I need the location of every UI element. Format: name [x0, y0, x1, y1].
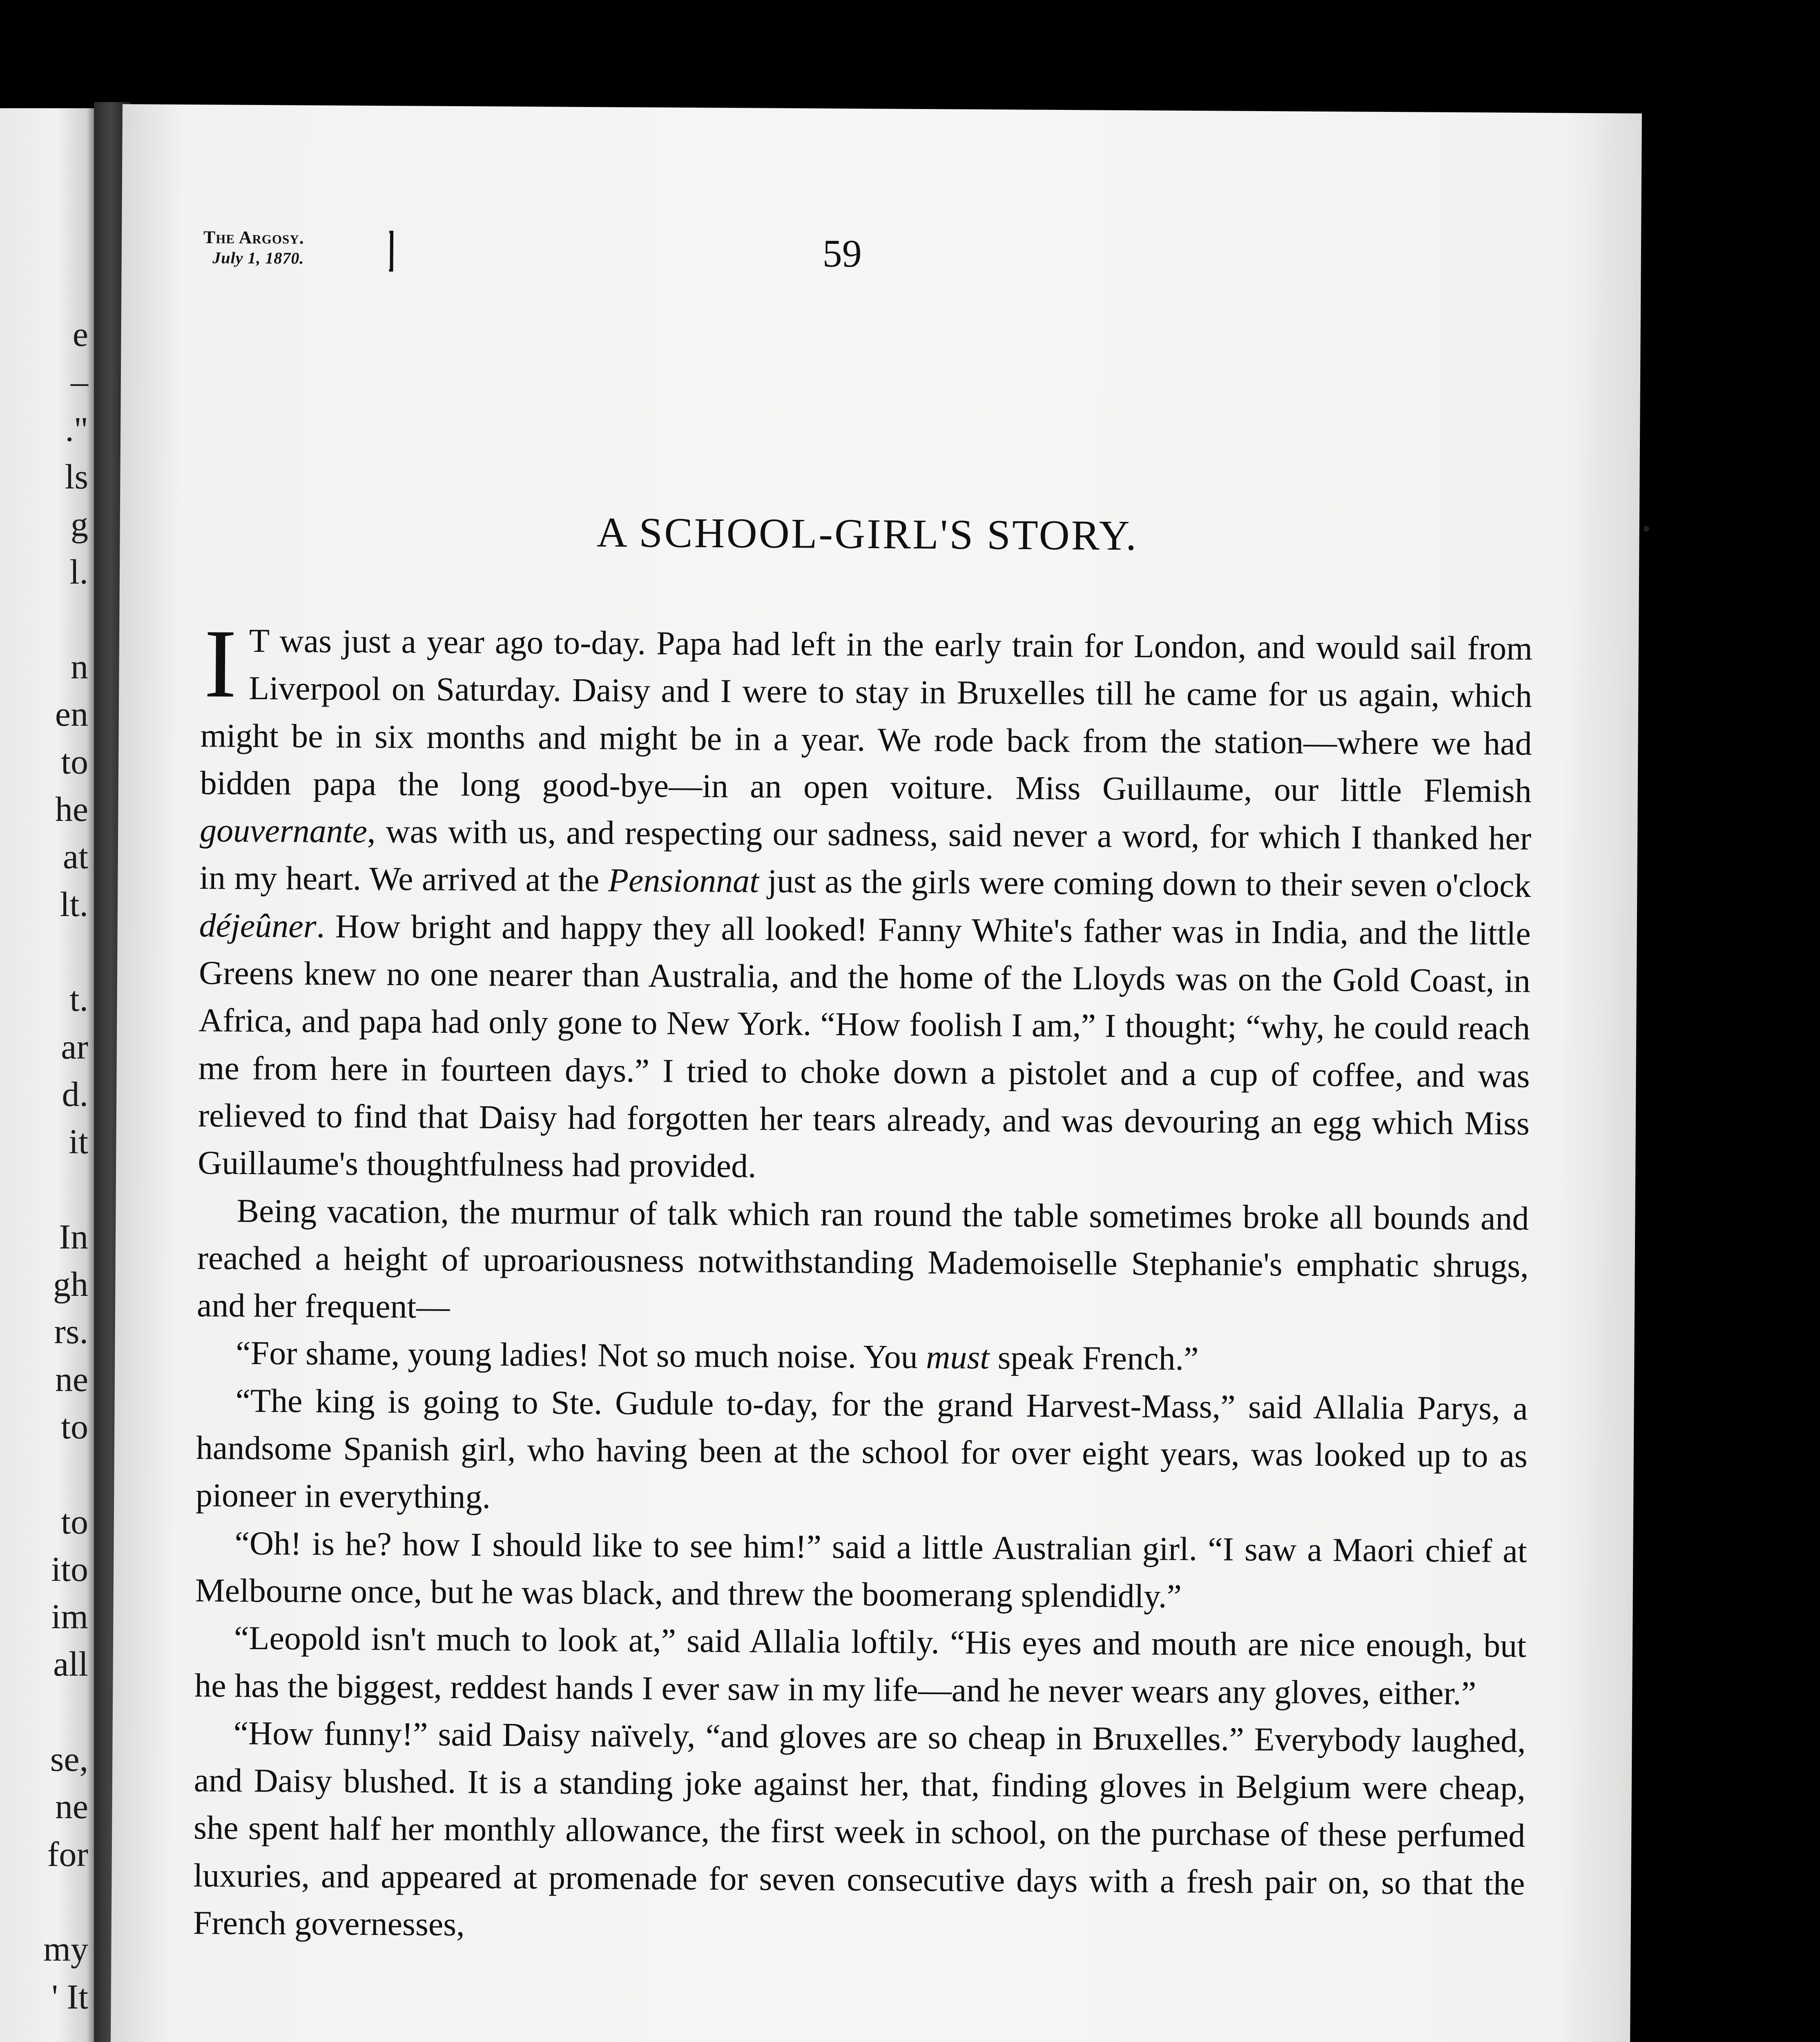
previous-page-text-fragment: all: [53, 1644, 88, 1684]
story-paragraph: Being vacation, the murmur of talk which ran round the table sometimes broke all bounds and reached a height of uproariousness notwithstanding Mademoiselle Stephanie's emphatic shrugs, and her frequent—: [196, 1192, 1529, 1326]
previous-page-text-fragment: se,: [50, 1739, 88, 1779]
previous-page-text-fragment: rs.: [54, 1312, 88, 1351]
running-head: [203, 227, 1535, 296]
story-paragraph: “Oh! is he? how I should like to see him!” said a little Australian girl. “I saw a Maori chief at Melbourne once, but he was black, and threw the boomerang splendidly.”: [195, 1524, 1527, 1615]
previous-page-text-fragment: In: [59, 1217, 88, 1256]
story-title: A SCHOOL-GIRL'S STORY.: [596, 509, 1138, 560]
previous-page-edge: [0, 108, 94, 2042]
previous-page-text-fragment: d.: [62, 1074, 88, 1114]
previous-page-text-fragment: gh: [53, 1264, 88, 1304]
journal-name-block: [203, 227, 304, 269]
previous-page-text-fragment: he: [55, 789, 88, 829]
previous-page-text-fragment: –: [71, 362, 88, 401]
previous-page-text-fragment: ar: [61, 1027, 88, 1066]
story-paragraph: “How funny!” said Daisy naïvely, “and gloves are so cheap in Bruxelles.” Everybody laughed, and Daisy blushed. It is a standing joke against her, that, finding gloves in Belgium were cheap, she spent half her monthly allowance, the first week in school, on the purchase of these perfumed luxuries, and appeared at promenade for seven consecutive days with a fresh pair on, so that the French governesses,: [193, 1714, 1526, 1943]
previous-page-text-fragment: .": [65, 409, 88, 449]
story-body: [193, 609, 1533, 1955]
previous-page-text-fragment: t.: [69, 979, 88, 1019]
previous-page-text-fragment: ' It: [51, 1977, 88, 2016]
previous-page-text-fragment: n: [71, 647, 88, 687]
book-page: [107, 104, 1642, 2042]
drop-cap: I: [203, 609, 237, 718]
print-speck: [1644, 526, 1649, 532]
previous-page-text-fragment: to: [61, 742, 88, 781]
previous-page-text-fragment: for: [47, 1834, 88, 1874]
previous-page-text-fragment: l.: [69, 552, 88, 591]
previous-page-text-fragment: to: [61, 1407, 88, 1446]
previous-page-text-fragment: ne: [55, 1359, 88, 1399]
previous-page-text-fragment: im: [51, 1597, 88, 1636]
previous-page-text-fragment: ito: [51, 1549, 88, 1589]
story-paragraph: [197, 609, 1533, 1195]
story-paragraph: “For shame, young ladies! Not so much noise. You must speak French.”: [236, 1334, 1199, 1378]
previous-page-text-fragment: ls: [65, 457, 88, 496]
page-number: 59: [822, 231, 862, 276]
previous-page-text-fragment: at: [62, 837, 88, 876]
paragraph-text: T was just a year ago to-day. Papa had left in the early train for London, and would sail from Liverpool on Saturday. Daisy and I were to stay in Bruxelles till he came for us again, which might be in six months and might be in a year. We rode back from the station—where we had bidden papa the long good-bye—in an open voiture. Miss Guillaume, our little Flemish gouvernante, was with us, and respecting our sadness, said never a word, for which I thanked her in my heart. We arrived at the Pensionnat just as the girls were coming down to their seven o'clock déjeûner. How bright and happy they all looked! Fanny White's father was in India, and the little Greens knew no one nearer than Australia, and the home of the Lloyds was on the Gold Coast, in Africa, and papa had only gone to New York. “How foolish I am,” I thought; “why, he could reach me from here in fourteen days.” I tried to choke down a pistolet and a cup of coffee, and was relieved to find that Daisy had forgotten her tears already, and was devouring an egg which Miss Guillaume's thoughtfulness had provided.: [197, 622, 1533, 1185]
previous-page-text-fragment: my: [43, 1929, 88, 1969]
previous-page-text-fragment: en: [55, 694, 88, 734]
story-paragraph: “The king is going to Ste. Gudule to-day, for the grand Harvest-Mass,” said Allalia Parys, a handsome Spanish girl, who having been at the school for over eight years, was looked up to as pioneer in everything.: [195, 1382, 1528, 1516]
previous-page-text-fragment: g: [71, 504, 88, 544]
page-content: [193, 227, 1535, 1955]
journal-name: The Argosy.: [203, 227, 304, 248]
previous-page-text-fragment: lt.: [60, 884, 88, 924]
previous-page-text-fragment: e: [72, 314, 88, 354]
running-head-bracket: [389, 231, 394, 272]
issue-date: July 1, 1870.: [212, 248, 304, 268]
story-paragraph: “Leopold isn't much to look at,” said Allalia loftily. “His eyes and mouth are nice enough, but he has the biggest, reddest hands I ever saw in my life—and he never wears any gloves, either.”: [194, 1619, 1527, 1712]
previous-page-text-fragment: it: [69, 1122, 88, 1161]
previous-page-text-fragment: ne: [55, 1787, 88, 1826]
previous-page-text-fragment: to: [61, 1502, 88, 1541]
